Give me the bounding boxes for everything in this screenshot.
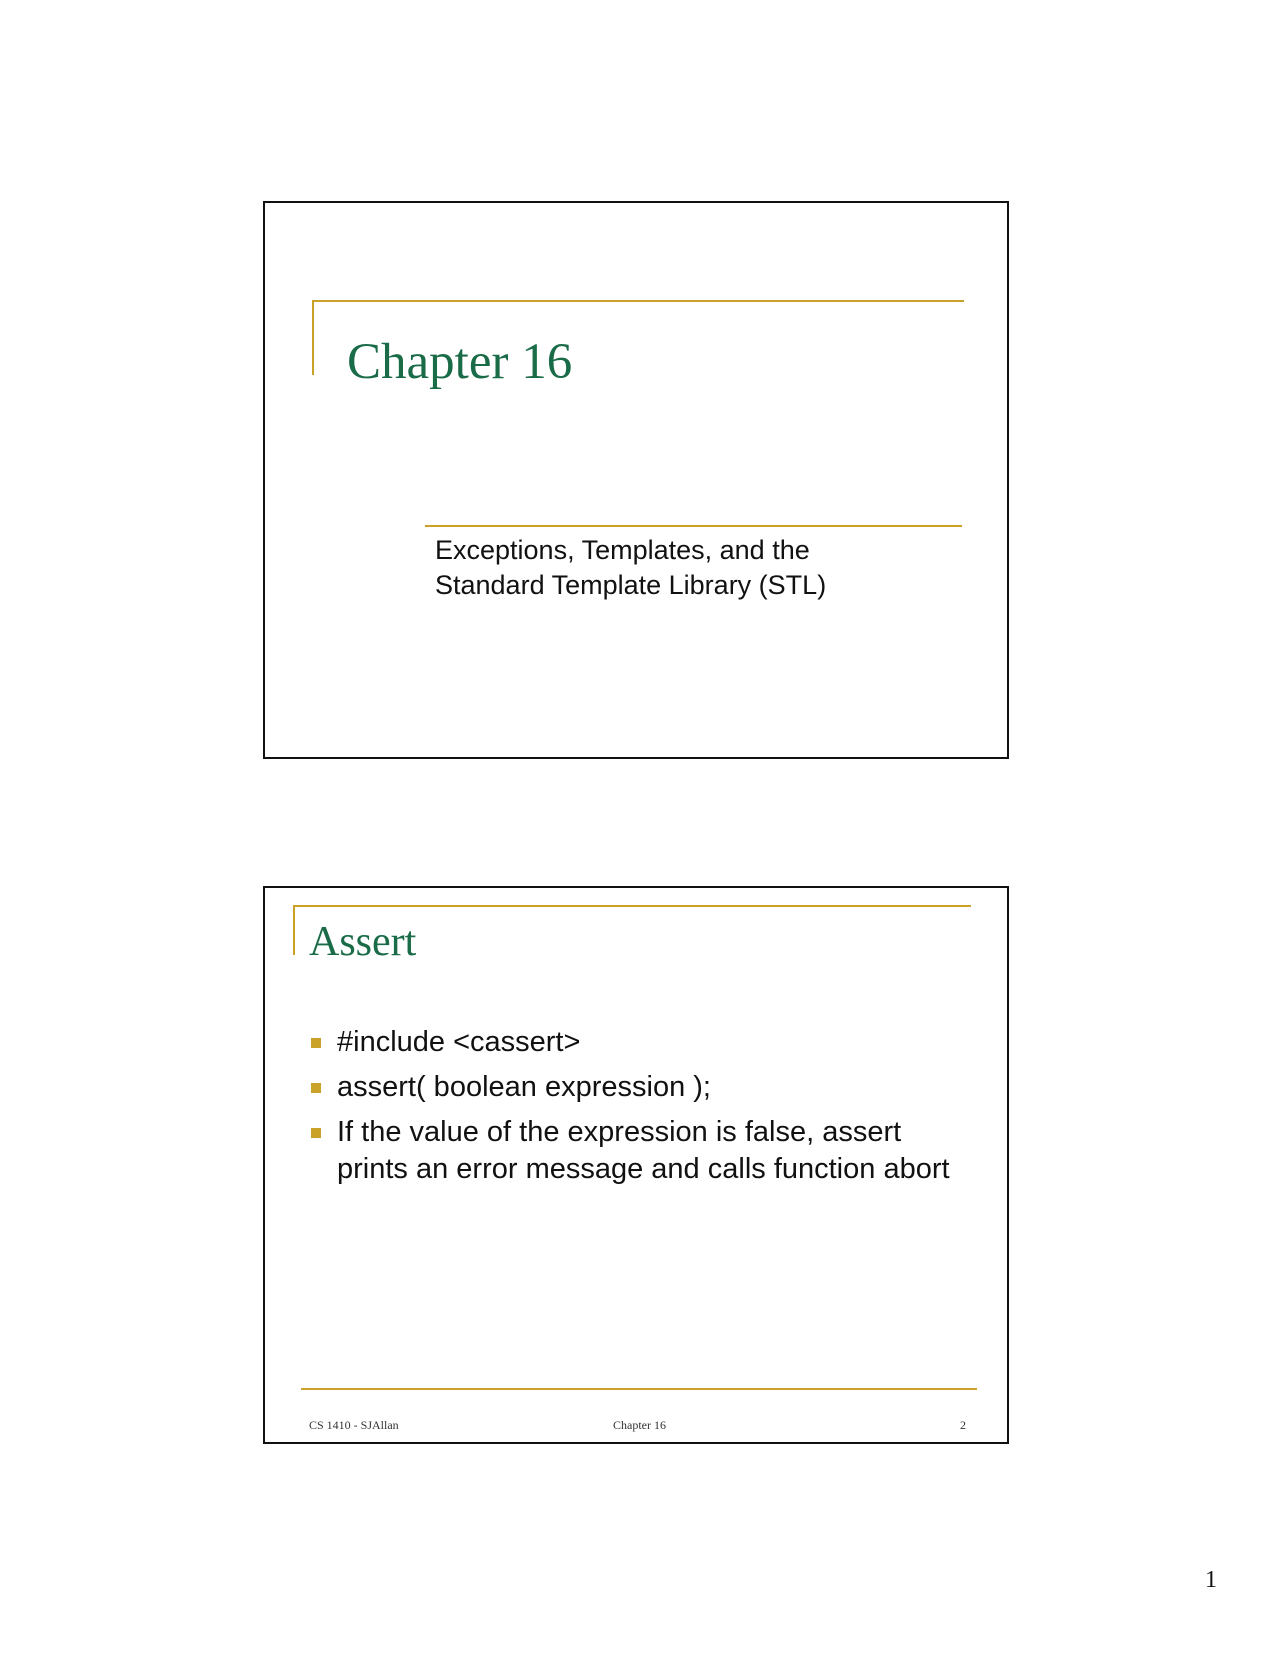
slide-title: Chapter 16 — [347, 334, 573, 390]
bullet-item — [309, 1024, 959, 1061]
square-bullet-icon — [311, 1038, 321, 1048]
bullet-text: If the value of the expression is false, assert prints an error message and calls function abort — [337, 1116, 950, 1185]
slide-2 — [263, 886, 1009, 1444]
bullet-text: #include <cassert> — [337, 1026, 581, 1058]
subtitle-accent-line — [425, 525, 962, 527]
page-number: 1 — [1205, 1567, 1217, 1593]
square-bullet-icon — [311, 1128, 321, 1138]
title-accent-bar — [312, 300, 314, 375]
title-accent-line — [312, 300, 964, 302]
title-accent-line — [293, 905, 971, 907]
footer-accent-line — [301, 1388, 977, 1390]
subtitle-line: Standard Template Library (STL) — [435, 570, 827, 600]
footer-slide-number: 2 — [960, 1418, 966, 1432]
footer-author: CS 1410 - SJAllan — [309, 1418, 399, 1432]
slide-1 — [263, 201, 1009, 759]
title-accent-bar — [293, 905, 295, 955]
bullet-item — [309, 1114, 959, 1188]
slide-title: Assert — [309, 919, 417, 965]
subtitle-line: Exceptions, Templates, and the — [435, 535, 810, 565]
bullet-text: assert( boolean expression ); — [337, 1071, 711, 1103]
slide-subtitle — [435, 533, 826, 603]
square-bullet-icon — [311, 1083, 321, 1093]
footer-chapter: Chapter 16 — [613, 1418, 666, 1432]
bullet-item — [309, 1069, 959, 1106]
bullet-list — [309, 1024, 959, 1196]
